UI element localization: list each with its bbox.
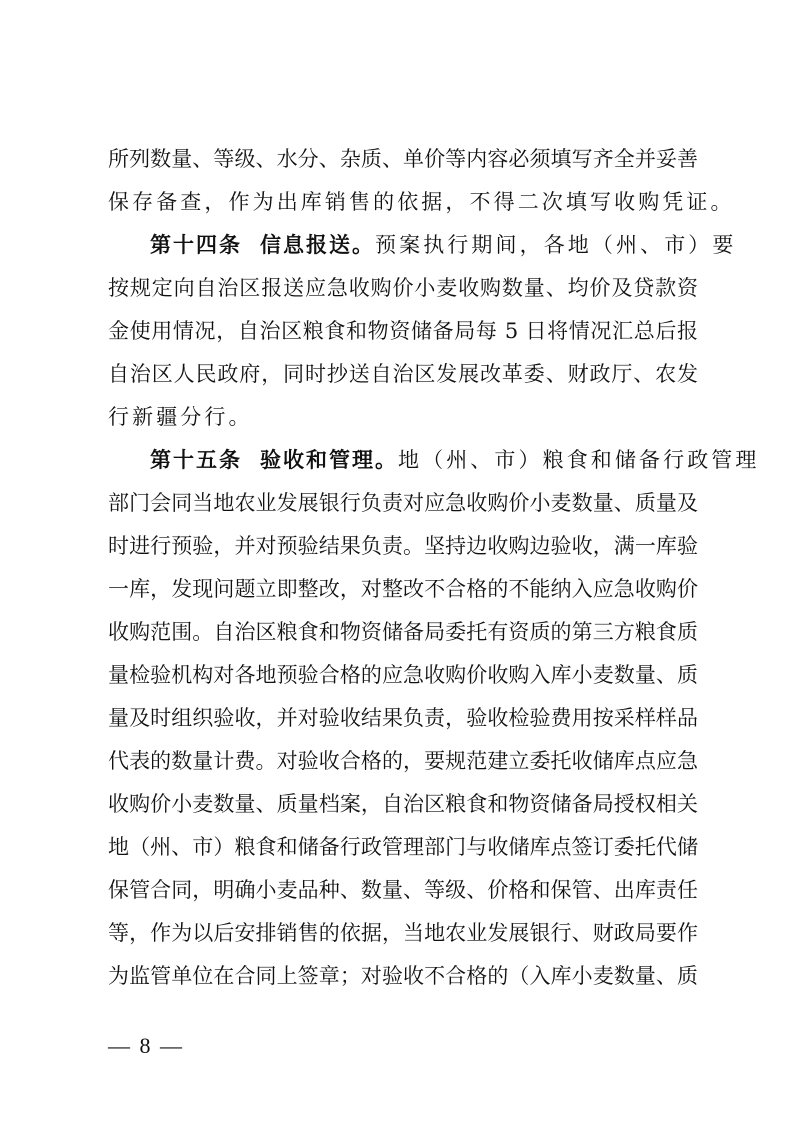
paragraph-line: 量检验机构对各地预验合格的应急收购价收购入库小麦数量、质 [108, 663, 698, 687]
article-14-first-line [150, 230, 737, 260]
paragraph-line: 收购范围。自治区粮食和物资储备局委托有资质的第三方粮食质 [108, 620, 698, 644]
paragraph-line: 地（州、市）粮食和储备行政管理部门与收储库点签订委托代储 [108, 835, 698, 859]
paragraph-line: 等，作为以后安排销售的依据，当地农业发展银行、财政局要作 [108, 921, 698, 945]
paragraph-line: 一库，发现问题立即整改，对整改不合格的不能纳入应急收购价 [108, 577, 698, 601]
article-14-first-line-text: 预案执行期间，各地（州、市）要 [375, 233, 737, 257]
paragraph-line: 收购价小麦数量、质量档案，自治区粮食和物资储备局授权相关 [108, 792, 698, 816]
paragraph-line: 按规定向自治区报送应急收购价小麦收购数量、均价及贷款资 [108, 276, 698, 300]
paragraph-line: 为监管单位在合同上签章；对验收不合格的（入库小麦数量、质 [108, 964, 698, 988]
paragraph-line: 代表的数量计费。对验收合格的，要规范建立委托收储库点应急 [108, 749, 698, 773]
article-15-first-line-text: 地（州、市）粮食和储备行政管理 [398, 448, 760, 472]
article-15-heading: 第十五条 [150, 448, 242, 472]
article-14-heading: 第十四条 [150, 233, 242, 257]
article-15-title: 验收和管理。 [260, 448, 398, 472]
paragraph-line: 保管合同，明确小麦品种、数量、等级、价格和保管、出库责任 [108, 878, 698, 902]
paragraph-line: 金使用情况，自治区粮食和物资储备局每 5 日将情况汇总后报 [108, 319, 698, 343]
paragraph-line: 量及时组织验收，并对验收结果负责，验收检验费用按采样样品 [108, 706, 698, 730]
paragraph-line: 行新疆分行。 [108, 405, 253, 429]
article-15-first-line [150, 445, 760, 475]
paragraph-line: 部门会同当地农业发展银行负责对应急收购价小麦数量、质量及 [108, 491, 698, 515]
page-number: — 8 — [108, 1033, 184, 1058]
paragraph-line: 保存备查，作为出库销售的依据，不得二次填写收购凭证。 [108, 190, 735, 214]
paragraph-line: 自治区人民政府，同时抄送自治区发展改革委、财政厅、农发 [108, 362, 698, 386]
article-14-title: 信息报送。 [260, 233, 375, 257]
paragraph-line: 时进行预验，并对预验结果负责。坚持边收购边验收，满一库验 [108, 534, 698, 558]
paragraph-line: 所列数量、等级、水分、杂质、单价等内容必须填写齐全并妥善 [108, 147, 698, 171]
